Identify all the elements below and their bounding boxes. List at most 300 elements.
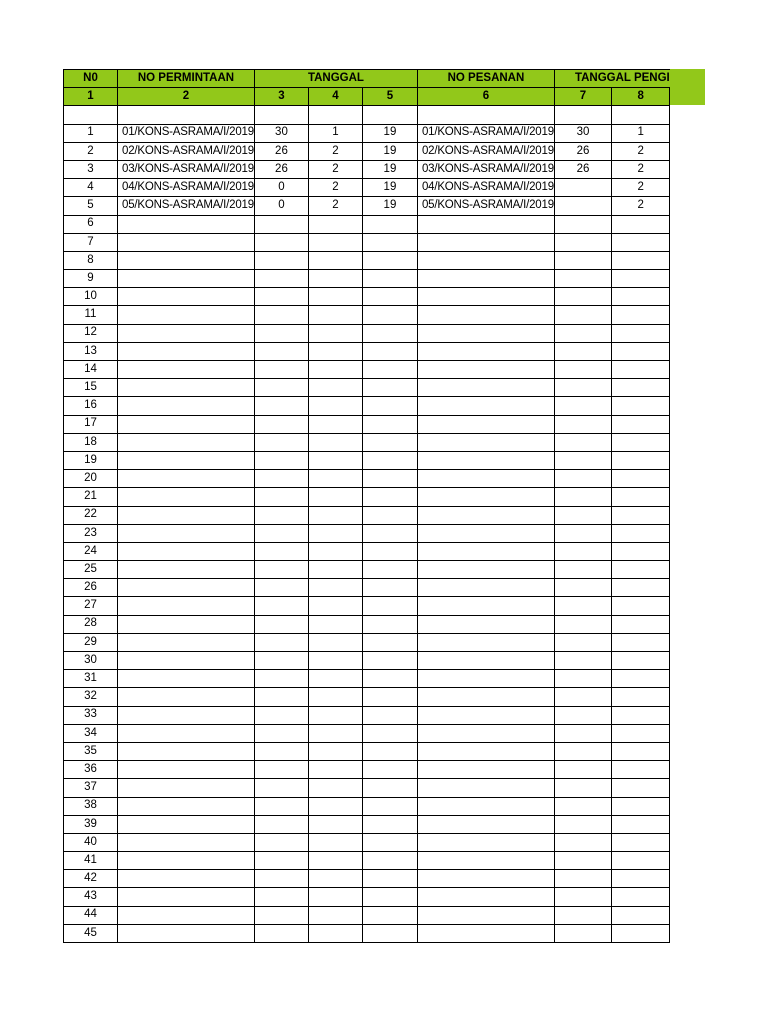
column-number-cell[interactable]: 6	[417, 88, 554, 106]
no-permintaan-cell[interactable]	[118, 833, 255, 851]
no-pesanan-cell[interactable]	[417, 724, 554, 742]
tanggal-day-cell[interactable]	[254, 797, 308, 815]
pengiriman-day-cell[interactable]	[554, 579, 611, 597]
row-number-cell[interactable]: 31	[64, 670, 118, 688]
pengiriman-month-cell[interactable]	[612, 215, 670, 233]
row-number-cell[interactable]: 33	[64, 706, 118, 724]
tanggal-year-cell[interactable]	[362, 870, 417, 888]
no-permintaan-cell[interactable]	[118, 488, 255, 506]
no-permintaan-cell[interactable]	[118, 652, 255, 670]
tanggal-month-cell[interactable]	[308, 906, 362, 924]
pengiriman-month-cell[interactable]	[612, 852, 670, 870]
row-number-cell[interactable]: 34	[64, 724, 118, 742]
no-pesanan-cell[interactable]	[417, 815, 554, 833]
no-permintaan-cell[interactable]	[118, 397, 255, 415]
pengiriman-day-cell[interactable]	[554, 106, 611, 124]
tanggal-year-cell[interactable]	[362, 761, 417, 779]
tanggal-year-cell[interactable]	[362, 597, 417, 615]
no-pesanan-cell[interactable]: 03/KONS-ASRAMA/I/2019	[417, 160, 554, 178]
tanggal-month-cell[interactable]	[308, 361, 362, 379]
tanggal-day-cell[interactable]	[254, 361, 308, 379]
tanggal-day-cell[interactable]	[254, 415, 308, 433]
no-permintaan-cell[interactable]	[118, 706, 255, 724]
tanggal-day-cell[interactable]	[254, 397, 308, 415]
pengiriman-day-cell[interactable]	[554, 779, 611, 797]
pengiriman-day-cell[interactable]	[554, 742, 611, 760]
pengiriman-month-cell[interactable]	[612, 342, 670, 360]
row-number-cell[interactable]: 42	[64, 870, 118, 888]
tanggal-month-cell[interactable]	[308, 597, 362, 615]
pengiriman-month-cell[interactable]	[612, 870, 670, 888]
pengiriman-month-cell[interactable]	[612, 106, 670, 124]
pengiriman-month-cell[interactable]	[612, 906, 670, 924]
tanggal-day-cell[interactable]	[254, 688, 308, 706]
pengiriman-day-cell[interactable]	[554, 470, 611, 488]
pengiriman-day-cell[interactable]	[554, 306, 611, 324]
pengiriman-month-cell[interactable]	[612, 779, 670, 797]
column-number-cell[interactable]: 7	[554, 88, 611, 106]
tanggal-year-cell[interactable]	[362, 324, 417, 342]
tanggal-year-cell[interactable]: 19	[362, 160, 417, 178]
no-pesanan-cell[interactable]	[417, 597, 554, 615]
pengiriman-day-cell[interactable]	[554, 652, 611, 670]
pengiriman-month-cell[interactable]	[612, 306, 670, 324]
pengiriman-day-cell[interactable]: 26	[554, 142, 611, 160]
header-tanggal[interactable]: TANGGAL	[254, 70, 417, 88]
row-number-cell[interactable]: 45	[64, 924, 118, 942]
pengiriman-month-cell[interactable]	[612, 324, 670, 342]
tanggal-month-cell[interactable]	[308, 451, 362, 469]
no-pesanan-cell[interactable]	[417, 652, 554, 670]
header-no-pesanan[interactable]: NO PESANAN	[417, 70, 554, 88]
no-pesanan-cell[interactable]	[417, 106, 554, 124]
tanggal-day-cell[interactable]	[254, 597, 308, 615]
no-permintaan-cell[interactable]	[118, 724, 255, 742]
row-number-cell[interactable]: 9	[64, 270, 118, 288]
tanggal-month-cell[interactable]	[308, 415, 362, 433]
tanggal-month-cell[interactable]	[308, 524, 362, 542]
row-number-cell[interactable]: 39	[64, 815, 118, 833]
pengiriman-day-cell[interactable]	[554, 324, 611, 342]
row-number-cell[interactable]: 35	[64, 742, 118, 760]
tanggal-year-cell[interactable]	[362, 797, 417, 815]
pengiriman-day-cell[interactable]	[554, 342, 611, 360]
tanggal-month-cell[interactable]	[308, 761, 362, 779]
no-permintaan-cell[interactable]	[118, 270, 255, 288]
pengiriman-day-cell[interactable]	[554, 815, 611, 833]
tanggal-day-cell[interactable]	[254, 833, 308, 851]
tanggal-month-cell[interactable]: 2	[308, 197, 362, 215]
no-pesanan-cell[interactable]: 01/KONS-ASRAMA/I/2019	[417, 124, 554, 142]
pengiriman-month-cell[interactable]	[612, 815, 670, 833]
tanggal-year-cell[interactable]	[362, 106, 417, 124]
no-pesanan-cell[interactable]	[417, 561, 554, 579]
pengiriman-day-cell[interactable]	[554, 215, 611, 233]
row-number-cell[interactable]: 4	[64, 179, 118, 197]
row-number-cell[interactable]: 7	[64, 233, 118, 251]
row-number-cell[interactable]: 22	[64, 506, 118, 524]
no-permintaan-cell[interactable]	[118, 761, 255, 779]
tanggal-day-cell[interactable]	[254, 524, 308, 542]
no-pesanan-cell[interactable]	[417, 306, 554, 324]
tanggal-year-cell[interactable]: 19	[362, 142, 417, 160]
row-number-cell[interactable]: 2	[64, 142, 118, 160]
no-permintaan-cell[interactable]	[118, 470, 255, 488]
tanggal-day-cell[interactable]	[254, 779, 308, 797]
tanggal-year-cell[interactable]	[362, 542, 417, 560]
pengiriman-day-cell[interactable]	[554, 197, 611, 215]
no-permintaan-cell[interactable]: 02/KONS-ASRAMA/I/2019	[118, 142, 255, 160]
tanggal-day-cell[interactable]	[254, 724, 308, 742]
row-number-cell[interactable]	[64, 106, 118, 124]
row-number-cell[interactable]: 26	[64, 579, 118, 597]
tanggal-year-cell[interactable]: 19	[362, 179, 417, 197]
no-permintaan-cell[interactable]	[118, 288, 255, 306]
tanggal-day-cell[interactable]	[254, 561, 308, 579]
tanggal-day-cell[interactable]	[254, 106, 308, 124]
pengiriman-day-cell[interactable]	[554, 561, 611, 579]
tanggal-year-cell[interactable]: 19	[362, 197, 417, 215]
tanggal-day-cell[interactable]	[254, 888, 308, 906]
pengiriman-month-cell[interactable]	[612, 361, 670, 379]
no-pesanan-cell[interactable]: 04/KONS-ASRAMA/I/2019	[417, 179, 554, 197]
no-permintaan-cell[interactable]	[118, 542, 255, 560]
tanggal-month-cell[interactable]	[308, 506, 362, 524]
tanggal-year-cell[interactable]	[362, 270, 417, 288]
no-pesanan-cell[interactable]	[417, 270, 554, 288]
tanggal-month-cell[interactable]	[308, 742, 362, 760]
tanggal-day-cell[interactable]	[254, 342, 308, 360]
no-permintaan-cell[interactable]	[118, 906, 255, 924]
pengiriman-month-cell[interactable]	[612, 288, 670, 306]
pengiriman-day-cell[interactable]	[554, 906, 611, 924]
row-number-cell[interactable]: 19	[64, 451, 118, 469]
pengiriman-day-cell[interactable]	[554, 506, 611, 524]
no-pesanan-cell[interactable]	[417, 470, 554, 488]
no-pesanan-cell[interactable]	[417, 397, 554, 415]
tanggal-day-cell[interactable]	[254, 542, 308, 560]
tanggal-day-cell[interactable]	[254, 451, 308, 469]
tanggal-year-cell[interactable]	[362, 706, 417, 724]
no-pesanan-cell[interactable]	[417, 542, 554, 560]
no-permintaan-cell[interactable]	[118, 306, 255, 324]
pengiriman-day-cell[interactable]	[554, 415, 611, 433]
tanggal-month-cell[interactable]	[308, 852, 362, 870]
header-no-permintaan[interactable]: NO PERMINTAAN	[118, 70, 255, 88]
column-number-cell[interactable]: 5	[362, 88, 417, 106]
tanggal-year-cell[interactable]	[362, 415, 417, 433]
row-number-cell[interactable]: 17	[64, 415, 118, 433]
row-number-cell[interactable]: 37	[64, 779, 118, 797]
no-pesanan-cell[interactable]	[417, 506, 554, 524]
column-number-cell[interactable]: 2	[118, 88, 255, 106]
pengiriman-day-cell[interactable]	[554, 451, 611, 469]
no-permintaan-cell[interactable]	[118, 506, 255, 524]
pengiriman-day-cell[interactable]	[554, 542, 611, 560]
no-pesanan-cell[interactable]	[417, 924, 554, 942]
tanggal-day-cell[interactable]	[254, 670, 308, 688]
pengiriman-day-cell[interactable]	[554, 706, 611, 724]
row-number-cell[interactable]: 14	[64, 361, 118, 379]
pengiriman-month-cell[interactable]	[612, 633, 670, 651]
no-pesanan-cell[interactable]	[417, 451, 554, 469]
tanggal-month-cell[interactable]	[308, 652, 362, 670]
tanggal-year-cell[interactable]	[362, 615, 417, 633]
row-number-cell[interactable]: 16	[64, 397, 118, 415]
pengiriman-day-cell[interactable]	[554, 488, 611, 506]
tanggal-month-cell[interactable]	[308, 106, 362, 124]
no-permintaan-cell[interactable]: 01/KONS-ASRAMA/I/2019	[118, 124, 255, 142]
tanggal-year-cell[interactable]: 19	[362, 124, 417, 142]
pengiriman-day-cell[interactable]	[554, 433, 611, 451]
pengiriman-day-cell[interactable]	[554, 597, 611, 615]
tanggal-year-cell[interactable]	[362, 215, 417, 233]
no-permintaan-cell[interactable]: 04/KONS-ASRAMA/I/2019	[118, 179, 255, 197]
no-pesanan-cell[interactable]	[417, 706, 554, 724]
row-number-cell[interactable]: 40	[64, 833, 118, 851]
tanggal-month-cell[interactable]	[308, 815, 362, 833]
pengiriman-month-cell[interactable]	[612, 924, 670, 942]
pengiriman-month-cell[interactable]	[612, 470, 670, 488]
no-pesanan-cell[interactable]	[417, 251, 554, 269]
pengiriman-month-cell[interactable]	[612, 251, 670, 269]
no-pesanan-cell[interactable]	[417, 870, 554, 888]
tanggal-year-cell[interactable]	[362, 470, 417, 488]
row-number-cell[interactable]: 13	[64, 342, 118, 360]
tanggal-day-cell[interactable]: 26	[254, 160, 308, 178]
tanggal-month-cell[interactable]	[308, 888, 362, 906]
row-number-cell[interactable]: 1	[64, 124, 118, 142]
tanggal-month-cell[interactable]	[308, 633, 362, 651]
no-pesanan-cell[interactable]: 02/KONS-ASRAMA/I/2019	[417, 142, 554, 160]
tanggal-year-cell[interactable]	[362, 688, 417, 706]
pengiriman-month-cell[interactable]	[612, 379, 670, 397]
no-permintaan-cell[interactable]	[118, 670, 255, 688]
no-pesanan-cell[interactable]	[417, 852, 554, 870]
tanggal-month-cell[interactable]	[308, 561, 362, 579]
pengiriman-month-cell[interactable]: 2	[612, 179, 670, 197]
tanggal-year-cell[interactable]	[362, 833, 417, 851]
pengiriman-day-cell[interactable]	[554, 524, 611, 542]
row-number-cell[interactable]: 15	[64, 379, 118, 397]
tanggal-day-cell[interactable]	[254, 615, 308, 633]
row-number-cell[interactable]: 3	[64, 160, 118, 178]
pengiriman-month-cell[interactable]: 1	[612, 124, 670, 142]
no-pesanan-cell[interactable]	[417, 488, 554, 506]
no-pesanan-cell[interactable]	[417, 233, 554, 251]
tanggal-month-cell[interactable]	[308, 379, 362, 397]
tanggal-day-cell[interactable]	[254, 633, 308, 651]
no-permintaan-cell[interactable]	[118, 433, 255, 451]
tanggal-year-cell[interactable]	[362, 633, 417, 651]
pengiriman-day-cell[interactable]: 26	[554, 160, 611, 178]
no-permintaan-cell[interactable]	[118, 688, 255, 706]
row-number-cell[interactable]: 21	[64, 488, 118, 506]
tanggal-month-cell[interactable]	[308, 870, 362, 888]
tanggal-month-cell[interactable]	[308, 324, 362, 342]
no-pesanan-cell[interactable]	[417, 761, 554, 779]
tanggal-year-cell[interactable]	[362, 742, 417, 760]
pengiriman-day-cell[interactable]	[554, 179, 611, 197]
tanggal-month-cell[interactable]	[308, 397, 362, 415]
row-number-cell[interactable]: 12	[64, 324, 118, 342]
tanggal-year-cell[interactable]	[362, 888, 417, 906]
no-permintaan-cell[interactable]	[118, 215, 255, 233]
pengiriman-day-cell[interactable]	[554, 633, 611, 651]
row-number-cell[interactable]: 27	[64, 597, 118, 615]
column-number-cell[interactable]: 8	[612, 88, 670, 106]
pengiriman-day-cell[interactable]	[554, 761, 611, 779]
tanggal-month-cell[interactable]: 1	[308, 124, 362, 142]
tanggal-month-cell[interactable]	[308, 488, 362, 506]
tanggal-month-cell[interactable]	[308, 615, 362, 633]
tanggal-month-cell[interactable]	[308, 724, 362, 742]
pengiriman-month-cell[interactable]	[612, 761, 670, 779]
tanggal-month-cell[interactable]	[308, 215, 362, 233]
tanggal-month-cell[interactable]	[308, 833, 362, 851]
no-permintaan-cell[interactable]	[118, 342, 255, 360]
tanggal-year-cell[interactable]	[362, 906, 417, 924]
tanggal-day-cell[interactable]	[254, 924, 308, 942]
no-permintaan-cell[interactable]	[118, 415, 255, 433]
row-number-cell[interactable]: 32	[64, 688, 118, 706]
pengiriman-month-cell[interactable]	[612, 270, 670, 288]
pengiriman-month-cell[interactable]	[612, 524, 670, 542]
no-pesanan-cell[interactable]: 05/KONS-ASRAMA/I/2019	[417, 197, 554, 215]
pengiriman-month-cell[interactable]	[612, 797, 670, 815]
tanggal-year-cell[interactable]	[362, 815, 417, 833]
no-permintaan-cell[interactable]	[118, 742, 255, 760]
tanggal-day-cell[interactable]	[254, 324, 308, 342]
pengiriman-day-cell[interactable]	[554, 233, 611, 251]
no-permintaan-cell[interactable]	[118, 324, 255, 342]
tanggal-year-cell[interactable]	[362, 561, 417, 579]
no-permintaan-cell[interactable]	[118, 579, 255, 597]
row-number-cell[interactable]: 20	[64, 470, 118, 488]
pengiriman-month-cell[interactable]	[612, 706, 670, 724]
no-permintaan-cell[interactable]	[118, 779, 255, 797]
tanggal-day-cell[interactable]	[254, 288, 308, 306]
pengiriman-day-cell[interactable]	[554, 852, 611, 870]
row-number-cell[interactable]: 43	[64, 888, 118, 906]
no-pesanan-cell[interactable]	[417, 579, 554, 597]
tanggal-month-cell[interactable]	[308, 233, 362, 251]
no-pesanan-cell[interactable]	[417, 615, 554, 633]
tanggal-year-cell[interactable]	[362, 397, 417, 415]
tanggal-year-cell[interactable]	[362, 306, 417, 324]
no-permintaan-cell[interactable]	[118, 106, 255, 124]
tanggal-month-cell[interactable]	[308, 924, 362, 942]
pengiriman-day-cell[interactable]: 30	[554, 124, 611, 142]
tanggal-day-cell[interactable]	[254, 233, 308, 251]
tanggal-year-cell[interactable]	[362, 488, 417, 506]
pengiriman-month-cell[interactable]: 2	[612, 142, 670, 160]
row-number-cell[interactable]: 30	[64, 652, 118, 670]
no-pesanan-cell[interactable]	[417, 324, 554, 342]
pengiriman-month-cell[interactable]	[612, 415, 670, 433]
row-number-cell[interactable]: 36	[64, 761, 118, 779]
tanggal-day-cell[interactable]	[254, 870, 308, 888]
no-pesanan-cell[interactable]	[417, 742, 554, 760]
no-pesanan-cell[interactable]	[417, 833, 554, 851]
tanggal-year-cell[interactable]	[362, 579, 417, 597]
tanggal-month-cell[interactable]: 2	[308, 160, 362, 178]
tanggal-month-cell[interactable]	[308, 797, 362, 815]
pengiriman-day-cell[interactable]	[554, 670, 611, 688]
no-pesanan-cell[interactable]	[417, 524, 554, 542]
tanggal-year-cell[interactable]	[362, 779, 417, 797]
no-permintaan-cell[interactable]	[118, 797, 255, 815]
tanggal-day-cell[interactable]	[254, 742, 308, 760]
tanggal-year-cell[interactable]	[362, 361, 417, 379]
tanggal-day-cell[interactable]	[254, 852, 308, 870]
pengiriman-month-cell[interactable]	[612, 579, 670, 597]
pengiriman-day-cell[interactable]	[554, 888, 611, 906]
tanggal-year-cell[interactable]	[362, 342, 417, 360]
tanggal-month-cell[interactable]	[308, 470, 362, 488]
pengiriman-month-cell[interactable]	[612, 488, 670, 506]
tanggal-day-cell[interactable]	[254, 906, 308, 924]
tanggal-month-cell[interactable]	[308, 579, 362, 597]
pengiriman-day-cell[interactable]	[554, 270, 611, 288]
no-pesanan-cell[interactable]	[417, 633, 554, 651]
tanggal-year-cell[interactable]	[362, 433, 417, 451]
row-number-cell[interactable]: 24	[64, 542, 118, 560]
column-number-cell[interactable]: 4	[308, 88, 362, 106]
no-permintaan-cell[interactable]	[118, 597, 255, 615]
no-pesanan-cell[interactable]	[417, 888, 554, 906]
tanggal-day-cell[interactable]	[254, 379, 308, 397]
tanggal-day-cell[interactable]	[254, 251, 308, 269]
no-permintaan-cell[interactable]	[118, 524, 255, 542]
no-pesanan-cell[interactable]	[417, 670, 554, 688]
tanggal-year-cell[interactable]	[362, 724, 417, 742]
tanggal-day-cell[interactable]: 30	[254, 124, 308, 142]
no-permintaan-cell[interactable]: 03/KONS-ASRAMA/I/2019	[118, 160, 255, 178]
tanggal-year-cell[interactable]	[362, 506, 417, 524]
pengiriman-day-cell[interactable]	[554, 797, 611, 815]
tanggal-day-cell[interactable]	[254, 815, 308, 833]
pengiriman-month-cell[interactable]	[612, 233, 670, 251]
no-pesanan-cell[interactable]	[417, 342, 554, 360]
pengiriman-month-cell[interactable]	[612, 833, 670, 851]
header-tanggal-pengiriman[interactable]: TANGGAL PENGI	[554, 70, 669, 88]
no-permintaan-cell[interactable]	[118, 924, 255, 942]
pengiriman-day-cell[interactable]	[554, 870, 611, 888]
pengiriman-month-cell[interactable]	[612, 888, 670, 906]
row-number-cell[interactable]: 44	[64, 906, 118, 924]
row-number-cell[interactable]: 10	[64, 288, 118, 306]
pengiriman-month-cell[interactable]	[612, 670, 670, 688]
row-number-cell[interactable]: 23	[64, 524, 118, 542]
pengiriman-month-cell[interactable]: 2	[612, 160, 670, 178]
pengiriman-month-cell[interactable]	[612, 742, 670, 760]
pengiriman-month-cell[interactable]	[612, 506, 670, 524]
column-number-cell[interactable]: 3	[254, 88, 308, 106]
no-permintaan-cell[interactable]	[118, 561, 255, 579]
tanggal-day-cell[interactable]	[254, 706, 308, 724]
pengiriman-day-cell[interactable]	[554, 379, 611, 397]
no-pesanan-cell[interactable]	[417, 906, 554, 924]
row-number-cell[interactable]: 29	[64, 633, 118, 651]
tanggal-month-cell[interactable]	[308, 670, 362, 688]
tanggal-day-cell[interactable]	[254, 433, 308, 451]
tanggal-day-cell[interactable]: 0	[254, 179, 308, 197]
pengiriman-day-cell[interactable]	[554, 288, 611, 306]
tanggal-month-cell[interactable]	[308, 306, 362, 324]
tanggal-month-cell[interactable]	[308, 542, 362, 560]
no-pesanan-cell[interactable]	[417, 361, 554, 379]
